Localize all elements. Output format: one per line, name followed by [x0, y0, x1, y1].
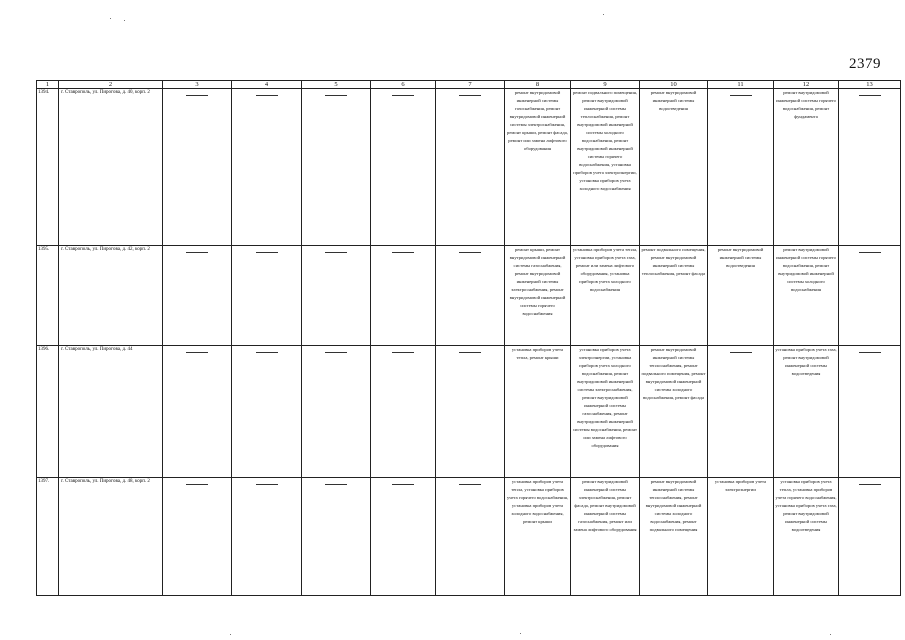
- dash-mark: [256, 352, 278, 353]
- dash-mark: [186, 95, 208, 96]
- works-cell: ремонт крыши, ремонт внутридомовой инженерной системы газоснабжения, ремонт внутридомовой инженерной системы электроснабжения, ремонт внутридомовой инженерной системы горячего водоснабжения: [505, 246, 571, 346]
- dash-mark: [392, 484, 414, 485]
- row-number: 1395.: [37, 246, 59, 346]
- dash-mark: [256, 252, 278, 253]
- empty-cell: [371, 478, 436, 596]
- empty-cell: [163, 246, 232, 346]
- row-number: 1394.: [37, 89, 59, 246]
- column-header: 3: [163, 81, 232, 89]
- dash-mark: [459, 95, 481, 96]
- dash-mark: [392, 95, 414, 96]
- works-cell: ремонт внутридомовой инженерной системы горячего водоснабжения, ремонт внутридомовой инженерной системы холодного водоснабжения: [774, 246, 839, 346]
- works-cell: установка приборов учета электроэнергии, установка приборов учета холодного водоснабжения, ремонт внутридомовой инженерной системы электроснабжения, ремонт внутридомовой инженерной системы газоснабжения, ремонт внутридомовой инженерной системы водоснабжения, ремонт или замена лифтового оборудования: [571, 346, 640, 478]
- empty-cell: [436, 346, 505, 478]
- scan-speck: [110, 18, 111, 19]
- scan-speck: [603, 14, 604, 15]
- works-cell: ремонт внутридомовой инженерной системы горячего водоснабжения, ремонт фундамента: [774, 89, 839, 246]
- empty-cell: [371, 246, 436, 346]
- works-cell: ремонт внутридомовой инженерной системы газоснабжения, ремонт внутридомовой инженерной системы электроснабжения, ремонт крыши, ремонт фасада, ремонт или замена лифтового оборудования: [505, 89, 571, 246]
- column-header: 6: [371, 81, 436, 89]
- empty-cell: [163, 89, 232, 246]
- works-cell: установка приборов учета тепла, установка приборов учета горячего водоснабжения, установка приборов учета газа, ремонт внутридомовой инженерной системы водоотведения: [774, 478, 839, 596]
- empty-cell: [302, 478, 371, 596]
- dash-mark: [325, 95, 347, 96]
- works-cell: установка приборов учета тепла, установка приборов учета газа, ремонт или замена лифтового оборудования, установка приборов учета холодного водоснабжения: [571, 246, 640, 346]
- dash-mark: [325, 352, 347, 353]
- dash-mark: [256, 95, 278, 96]
- empty-cell: [436, 246, 505, 346]
- empty-cell: [708, 89, 774, 246]
- empty-cell: [839, 89, 901, 246]
- column-header: 1: [37, 81, 59, 89]
- works-cell: ремонт внутридомовой инженерной системы теплоснабжения, ремонт подвального помещения, ремонт внутридомовой инженерной системы холодного водоснабжения, ремонт фасада: [640, 346, 708, 478]
- dash-mark: [392, 252, 414, 253]
- dash-mark: [730, 95, 752, 96]
- empty-cell: [436, 89, 505, 246]
- dash-mark: [325, 252, 347, 253]
- works-cell: ремонт внутридомовой инженерной системы водоотведения: [708, 246, 774, 346]
- works-cell: установка приборов учета газа, ремонт внутридомовой инженерной системы водоотведения: [774, 346, 839, 478]
- column-header: 11: [708, 81, 774, 89]
- empty-cell: [163, 346, 232, 478]
- dash-mark: [859, 484, 881, 485]
- works-cell: ремонт подвального помещения, ремонт внутридомовой инженерной системы теплоснабжения, ремонт фасада: [640, 246, 708, 346]
- works-cell: ремонт внутридомовой инженерной системы электроснабжения, ремонт фасада, ремонт внутридомовой инженерной системы газоснабжения, ремонт или замена лифтового оборудования: [571, 478, 640, 596]
- dash-mark: [186, 352, 208, 353]
- dash-mark: [186, 252, 208, 253]
- header-row: [37, 81, 901, 89]
- dash-mark: [392, 352, 414, 353]
- column-header: 7: [436, 81, 505, 89]
- dash-mark: [256, 484, 278, 485]
- empty-cell: [839, 478, 901, 596]
- address-cell: г. Ставрополь, ул. Пирогова, д. 48, корп. 2: [59, 478, 163, 596]
- table-row: [37, 246, 901, 346]
- empty-cell: [436, 478, 505, 596]
- empty-cell: [302, 89, 371, 246]
- column-header: 4: [232, 81, 302, 89]
- column-header: 10: [640, 81, 708, 89]
- scan-speck: [520, 633, 521, 634]
- dash-mark: [859, 352, 881, 353]
- dash-mark: [459, 252, 481, 253]
- dash-mark: [186, 484, 208, 485]
- works-cell: ремонт внутридомовой инженерной системы водоотведения: [640, 89, 708, 246]
- address-cell: г. Ставрополь, ул. Пирогова, д. 44: [59, 346, 163, 478]
- empty-cell: [232, 478, 302, 596]
- empty-cell: [232, 346, 302, 478]
- empty-cell: [371, 346, 436, 478]
- dash-mark: [859, 95, 881, 96]
- column-header: 5: [302, 81, 371, 89]
- empty-cell: [232, 246, 302, 346]
- scan-speck: [830, 634, 831, 635]
- empty-cell: [839, 246, 901, 346]
- address-cell: г. Ставрополь, ул. Пирогова, д. 42, корп. 2: [59, 246, 163, 346]
- address-cell: г. Ставрополь, ул. Пирогова, д. 40, корп. 2: [59, 89, 163, 246]
- column-header: 13: [839, 81, 901, 89]
- empty-cell: [163, 478, 232, 596]
- empty-cell: [839, 346, 901, 478]
- column-header: 9: [571, 81, 640, 89]
- scan-speck: [124, 20, 125, 21]
- dash-mark: [459, 352, 481, 353]
- dash-mark: [459, 484, 481, 485]
- row-number: 1397.: [37, 478, 59, 596]
- empty-cell: [708, 346, 774, 478]
- empty-cell: [302, 346, 371, 478]
- scan-speck: [230, 634, 231, 635]
- row-number: 1396.: [37, 346, 59, 478]
- works-cell: установка приборов учета тепла, установка приборов учета горячего водоснабжения, установка приборов учета холодного водоснабжения, ремонт крыши: [505, 478, 571, 596]
- dash-mark: [730, 352, 752, 353]
- column-header: 2: [59, 81, 163, 89]
- works-cell: ремонт подвального помещения, ремонт внутридомовой инженерной системы теплоснабжения, ремонт внутридомовой инженерной системы холодного водоснабжения, ремонт внутридомовой инженерной системы горячего водоснабжения, установка приборов учета электроэнергии, установка приборов учета холодного водоснабжения: [571, 89, 640, 246]
- column-header: 8: [505, 81, 571, 89]
- dash-mark: [325, 484, 347, 485]
- works-cell: установка приборов учета электроэнергии: [708, 478, 774, 596]
- table-row: [37, 478, 901, 596]
- works-cell: ремонт внутридомовой инженерной системы теплоснабжения, ремонт внутридомовой инженерной системы холодного водоснабжения, ремонт подвального помещения: [640, 478, 708, 596]
- register-table: [36, 80, 901, 596]
- works-cell: установка приборов учета тепла, ремонт крыши: [505, 346, 571, 478]
- empty-cell: [302, 246, 371, 346]
- page-number: 2379: [849, 56, 881, 72]
- dash-mark: [859, 252, 881, 253]
- table-row: [37, 89, 901, 246]
- empty-cell: [232, 89, 302, 246]
- column-header: 12: [774, 81, 839, 89]
- table-row: [37, 346, 901, 478]
- empty-cell: [371, 89, 436, 246]
